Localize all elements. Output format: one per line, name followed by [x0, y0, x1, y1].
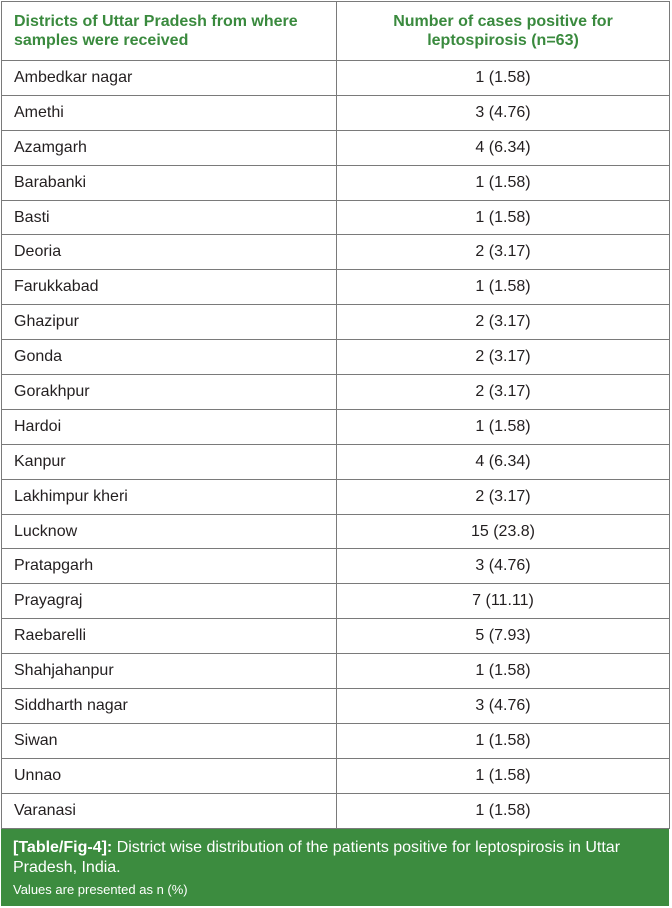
- table-caption: [1, 829, 669, 906]
- cell-cases: 1 (1.58): [337, 793, 670, 828]
- header-row: [2, 2, 670, 61]
- cell-district: Amethi: [2, 95, 337, 130]
- caption-line: [13, 838, 657, 878]
- cell-district: Siwan: [2, 723, 337, 758]
- cell-cases: 1 (1.58): [337, 654, 670, 689]
- table-header: [2, 2, 670, 61]
- caption-label: [Table/Fig-4]:: [13, 838, 113, 856]
- cell-cases: 2 (3.17): [337, 375, 670, 410]
- table-row: [2, 270, 670, 305]
- cell-district: Lakhimpur kheri: [2, 479, 337, 514]
- caption-note: Values are presented as n (%): [13, 881, 188, 897]
- table-row: [2, 758, 670, 793]
- cell-district: Gorakhpur: [2, 375, 337, 410]
- table-row: [2, 793, 670, 828]
- table-row: [2, 130, 670, 165]
- cell-cases: 1 (1.58): [337, 270, 670, 305]
- cell-district: Azamgarh: [2, 130, 337, 165]
- table-row: [2, 689, 670, 724]
- table-row: [2, 409, 670, 444]
- cell-district: Prayagraj: [2, 584, 337, 619]
- table-row: [2, 444, 670, 479]
- cell-district: Pratapgarh: [2, 549, 337, 584]
- cell-cases: 3 (4.76): [337, 549, 670, 584]
- cell-district: Gonda: [2, 340, 337, 375]
- district-table-container: [1, 1, 669, 829]
- cell-district: Siddharth nagar: [2, 689, 337, 724]
- table-row: [2, 514, 670, 549]
- cell-cases: 4 (6.34): [337, 444, 670, 479]
- cell-cases: 2 (3.17): [337, 235, 670, 270]
- cell-cases: 3 (4.76): [337, 689, 670, 724]
- cell-district: Ambedkar nagar: [2, 61, 337, 96]
- table-row: [2, 95, 670, 130]
- table-row: [2, 235, 670, 270]
- table-row: [2, 723, 670, 758]
- cell-cases: 4 (6.34): [337, 130, 670, 165]
- cell-district: Unnao: [2, 758, 337, 793]
- header-district: Districts of Uttar Pradesh from where samples were received: [2, 2, 337, 61]
- cell-cases: 1 (1.58): [337, 758, 670, 793]
- cell-cases: 1 (1.58): [337, 200, 670, 235]
- cell-cases: 2 (3.17): [337, 305, 670, 340]
- table-row: [2, 340, 670, 375]
- cell-district: Kanpur: [2, 444, 337, 479]
- cell-district: Basti: [2, 200, 337, 235]
- cell-district: Varanasi: [2, 793, 337, 828]
- cell-cases: 1 (1.58): [337, 409, 670, 444]
- cell-district: Ghazipur: [2, 305, 337, 340]
- cell-district: Raebarelli: [2, 619, 337, 654]
- cell-cases: 2 (3.17): [337, 479, 670, 514]
- table-row: [2, 305, 670, 340]
- cell-district: Farukkabad: [2, 270, 337, 305]
- cell-cases: 5 (7.93): [337, 619, 670, 654]
- caption-text: District wise distribution of the patients positive for leptospirosis in Uttar Pradesh, India.: [13, 838, 621, 876]
- table-body: [2, 61, 670, 829]
- table-row: [2, 375, 670, 410]
- cell-district: Hardoi: [2, 409, 337, 444]
- table-row: [2, 619, 670, 654]
- cell-cases: 7 (11.11): [337, 584, 670, 619]
- table-row: [2, 654, 670, 689]
- table-row: [2, 584, 670, 619]
- cell-district: Barabanki: [2, 165, 337, 200]
- cell-cases: 15 (23.8): [337, 514, 670, 549]
- cell-cases: 1 (1.58): [337, 723, 670, 758]
- table-row: [2, 61, 670, 96]
- cell-district: Deoria: [2, 235, 337, 270]
- table-row: [2, 479, 670, 514]
- cell-cases: 3 (4.76): [337, 95, 670, 130]
- header-cases: Number of cases positive for leptospirosis (n=63): [337, 2, 670, 61]
- cell-cases: 2 (3.17): [337, 340, 670, 375]
- table-row: [2, 200, 670, 235]
- cell-cases: 1 (1.58): [337, 61, 670, 96]
- table-row: [2, 165, 670, 200]
- district-table: [1, 1, 670, 829]
- cell-district: Shahjahanpur: [2, 654, 337, 689]
- cell-cases: 1 (1.58): [337, 165, 670, 200]
- cell-district: Lucknow: [2, 514, 337, 549]
- table-row: [2, 549, 670, 584]
